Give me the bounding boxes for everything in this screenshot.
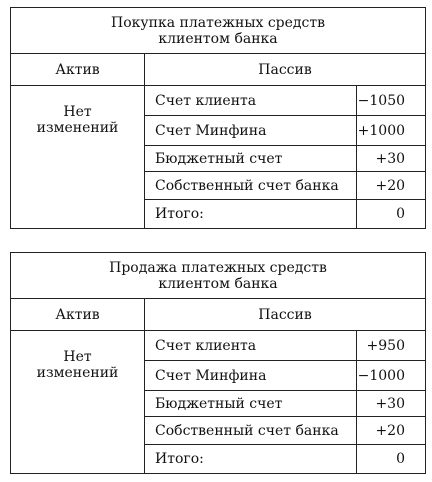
asset-line2: изменений	[36, 365, 119, 381]
liability-header: Пассив	[145, 299, 426, 331]
table-title-line2: клиентом банка	[158, 30, 278, 47]
row-label: Бюджетный счет	[145, 391, 357, 417]
sale-balance-table	[10, 252, 426, 474]
row-label: Счет Минфина	[145, 361, 357, 391]
row-value: +30	[357, 146, 426, 172]
row-label: Бюджетный счет	[145, 146, 357, 172]
row-label: Счет клиента	[145, 86, 357, 116]
row-label: Счет клиента	[145, 331, 357, 361]
asset-no-change	[11, 331, 145, 474]
asset-header: Актив	[11, 299, 145, 331]
row-value: 0	[357, 445, 426, 474]
asset-line1: Нет	[63, 104, 92, 120]
row-label: Собственный счет банка	[145, 172, 357, 200]
row-value: +20	[357, 172, 426, 200]
row-value: −1050	[357, 86, 426, 116]
row-value: 0	[357, 200, 426, 229]
table-row	[11, 86, 426, 116]
row-label: Собственный счет банка	[145, 417, 357, 445]
row-value: +30	[357, 391, 426, 417]
purchase-balance-table	[10, 7, 426, 229]
row-value: +20	[357, 417, 426, 445]
row-label: Итого:	[145, 200, 357, 229]
table-title	[11, 253, 426, 299]
table-title-line2: клиентом банка	[158, 275, 278, 292]
row-value: +950	[357, 331, 426, 361]
table-row	[11, 331, 426, 361]
table-title	[11, 8, 426, 54]
row-label: Счет Минфина	[145, 116, 357, 146]
row-label: Итого:	[145, 445, 357, 474]
table-title-line1: Покупка платежных средств	[111, 14, 325, 31]
row-value: +1000	[357, 116, 426, 146]
asset-line2: изменений	[36, 120, 119, 136]
asset-no-change	[11, 86, 145, 229]
row-value: −1000	[357, 361, 426, 391]
table-title-line1: Продажа платежных средств	[109, 259, 327, 276]
liability-header: Пассив	[145, 54, 426, 86]
asset-header: Актив	[11, 54, 145, 86]
asset-line1: Нет	[63, 349, 92, 365]
